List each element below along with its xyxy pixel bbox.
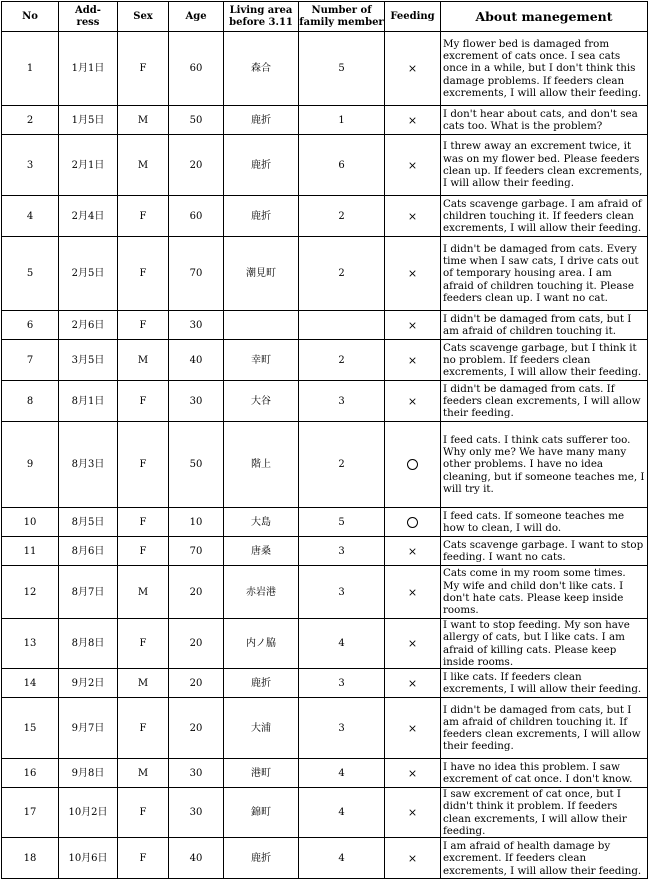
row-sex: M (118, 135, 169, 196)
row-comment: I didn't be damaged from cats. If feeders clean excrements, I will allow their feeding. (441, 381, 648, 422)
row-no: 15 (2, 698, 59, 759)
row-feeding: × (385, 566, 441, 619)
row-living-area: 港町 (224, 759, 299, 788)
row-comment: Cats scavenge garbage. I am afraid of children touching it. If feeders clean excrements, I will allow their feeding. (441, 196, 648, 237)
row-no: 17 (2, 788, 59, 838)
table-row (2, 106, 648, 135)
table-row (2, 237, 648, 311)
row-address: 1月1日 (59, 32, 118, 106)
row-age: 30 (169, 788, 224, 838)
row-no: 11 (2, 537, 59, 566)
row-address: 8月8日 (59, 619, 118, 669)
row-comment: I didn't be damaged from cats. Every time when I saw cats, I drive cats out of temporary housing area. I am afraid of children touching it. Please feeders clean up. I want no cat. (441, 237, 648, 311)
table-row (2, 669, 648, 698)
row-no: 2 (2, 106, 59, 135)
row-feeding: × (385, 698, 441, 759)
row-age: 30 (169, 759, 224, 788)
row-address: 9月2日 (59, 669, 118, 698)
row-no: 9 (2, 422, 59, 508)
row-sex: F (118, 619, 169, 669)
row-comment: I don't hear about cats, and don't sea cats too. What is the problem? (441, 106, 648, 135)
row-no: 14 (2, 669, 59, 698)
header-row (2, 2, 648, 32)
row-no: 12 (2, 566, 59, 619)
row-comment: I didn't be damaged from cats, but I am afraid of children touching it. If feeders clean excrements, I will allow their feeding. (441, 698, 648, 759)
row-age: 10 (169, 508, 224, 537)
row-sex: F (118, 32, 169, 106)
row-living-area: 鹿折 (224, 106, 299, 135)
survey-table (1, 1, 648, 879)
row-no: 13 (2, 619, 59, 669)
row-living-area: 鹿折 (224, 135, 299, 196)
row-sex: F (118, 196, 169, 237)
row-sex: F (118, 537, 169, 566)
row-living-area: 大島 (224, 508, 299, 537)
row-comment: My flower bed is damaged from excrement of cats once. I sea cats once in a while, but I don't think this damage problems. If feeders clean excrements, I will allow their feeding. (441, 32, 648, 106)
row-age: 50 (169, 106, 224, 135)
row-family-members: 3 (299, 566, 385, 619)
row-living-area: 鹿折 (224, 196, 299, 237)
table-row (2, 340, 648, 381)
table-row (2, 698, 648, 759)
row-address: 8月3日 (59, 422, 118, 508)
row-family-members (299, 311, 385, 340)
row-sex: F (118, 838, 169, 879)
row-living-area: 赤岩港 (224, 566, 299, 619)
row-living-area: 唐桑 (224, 537, 299, 566)
table-row (2, 537, 648, 566)
row-comment: I have no idea this problem. I saw excrement of cat once. I don't know. (441, 759, 648, 788)
row-age: 60 (169, 196, 224, 237)
row-sex: F (118, 381, 169, 422)
row-age: 50 (169, 422, 224, 508)
table-row (2, 32, 648, 106)
header-age: Age (169, 2, 224, 32)
row-sex: F (118, 698, 169, 759)
row-address: 9月7日 (59, 698, 118, 759)
row-address: 8月7日 (59, 566, 118, 619)
row-family-members: 4 (299, 788, 385, 838)
row-living-area: 森合 (224, 32, 299, 106)
row-address: 8月5日 (59, 508, 118, 537)
row-feeding: × (385, 340, 441, 381)
row-feeding: × (385, 106, 441, 135)
row-feeding: × (385, 759, 441, 788)
row-comment: I saw excrement of cat once, but I didn't think it problem. If feeders clean excrements, I will allow their feeding. (441, 788, 648, 838)
table-row (2, 566, 648, 619)
row-no: 8 (2, 381, 59, 422)
row-age: 30 (169, 311, 224, 340)
row-living-area: 大浦 (224, 698, 299, 759)
row-living-area: 幸町 (224, 340, 299, 381)
row-feeding: × (385, 196, 441, 237)
row-no: 5 (2, 237, 59, 311)
header-family-members: Number of family member (299, 2, 385, 32)
row-comment: Cats come in my room some times. My wife and child don't like cats. I don't hate cats. Please keep inside rooms. (441, 566, 648, 619)
row-comment: I feed cats. I think cats sufferer too. Why only me? We have many many other problems. I have no idea cleaning, but if someone teaches me, I will try it. (441, 422, 648, 508)
row-address: 2月5日 (59, 237, 118, 311)
header-about-management: About manegement (441, 2, 648, 32)
row-address: 2月4日 (59, 196, 118, 237)
row-age: 20 (169, 619, 224, 669)
row-address: 2月6日 (59, 311, 118, 340)
row-family-members: 2 (299, 422, 385, 508)
row-address: 3月5日 (59, 340, 118, 381)
table-row (2, 311, 648, 340)
row-feeding: × (385, 537, 441, 566)
header-living-area: Living area before 3.11 (224, 2, 299, 32)
row-family-members: 2 (299, 237, 385, 311)
table-row (2, 838, 648, 879)
row-no: 1 (2, 32, 59, 106)
row-feeding: × (385, 135, 441, 196)
table-row (2, 788, 648, 838)
row-sex: F (118, 508, 169, 537)
header-feeding: Feeding (385, 2, 441, 32)
row-feeding: × (385, 788, 441, 838)
row-sex: F (118, 422, 169, 508)
row-comment: Cats scavenge garbage. I want to stop feeding. I want no cats. (441, 537, 648, 566)
row-sex: F (118, 237, 169, 311)
row-family-members: 5 (299, 32, 385, 106)
row-comment: I didn't be damaged from cats, but I am afraid of children touching it. (441, 311, 648, 340)
row-comment: I like cats. If feeders clean excrements, I will allow their feeding. (441, 669, 648, 698)
row-living-area (224, 311, 299, 340)
row-family-members: 1 (299, 106, 385, 135)
row-age: 60 (169, 32, 224, 106)
row-sex: F (118, 788, 169, 838)
table-row (2, 135, 648, 196)
row-feeding: × (385, 237, 441, 311)
table-row (2, 759, 648, 788)
row-address: 8月1日 (59, 381, 118, 422)
row-family-members: 2 (299, 340, 385, 381)
row-comment: I threw away an excrement twice, it was on my flower bed. Please feeders clean up. If feeders clean excrements, I will allow their feeding. (441, 135, 648, 196)
row-family-members: 3 (299, 381, 385, 422)
table-row (2, 422, 648, 508)
row-feeding (385, 508, 441, 537)
feeding-yes-circle-icon (407, 517, 418, 528)
row-address: 10月2日 (59, 788, 118, 838)
row-family-members: 4 (299, 619, 385, 669)
row-age: 70 (169, 537, 224, 566)
row-living-area: 錦町 (224, 788, 299, 838)
row-living-area: 鹿折 (224, 838, 299, 879)
header-sex: Sex (118, 2, 169, 32)
table-row (2, 381, 648, 422)
row-no: 7 (2, 340, 59, 381)
row-family-members: 3 (299, 669, 385, 698)
row-address: 9月8日 (59, 759, 118, 788)
row-feeding (385, 422, 441, 508)
row-feeding: × (385, 619, 441, 669)
row-age: 40 (169, 838, 224, 879)
row-sex: M (118, 566, 169, 619)
row-comment: I feed cats. If someone teaches me how to clean, I will do. (441, 508, 648, 537)
row-feeding: × (385, 32, 441, 106)
row-living-area: 潮見町 (224, 237, 299, 311)
row-age: 40 (169, 340, 224, 381)
row-living-area: 大谷 (224, 381, 299, 422)
row-address: 10月6日 (59, 838, 118, 879)
row-age: 70 (169, 237, 224, 311)
row-address: 2月1日 (59, 135, 118, 196)
table-row (2, 196, 648, 237)
row-comment: I want to stop feeding. My son have allergy of cats, but I like cats. I am afraid of killing cats. Please keep inside rooms. (441, 619, 648, 669)
row-living-area: 内ノ脇 (224, 619, 299, 669)
row-no: 18 (2, 838, 59, 879)
row-address: 1月5日 (59, 106, 118, 135)
row-no: 4 (2, 196, 59, 237)
row-living-area: 階上 (224, 422, 299, 508)
row-sex: M (118, 759, 169, 788)
row-feeding: × (385, 669, 441, 698)
row-no: 10 (2, 508, 59, 537)
row-age: 20 (169, 135, 224, 196)
row-age: 20 (169, 566, 224, 619)
row-family-members: 3 (299, 698, 385, 759)
row-family-members: 3 (299, 537, 385, 566)
row-family-members: 2 (299, 196, 385, 237)
feeding-yes-circle-icon (407, 459, 418, 470)
row-age: 30 (169, 381, 224, 422)
row-living-area: 鹿折 (224, 669, 299, 698)
row-feeding: × (385, 838, 441, 879)
row-feeding: × (385, 311, 441, 340)
row-family-members: 5 (299, 508, 385, 537)
header-address: Add- ress (59, 2, 118, 32)
table-row (2, 508, 648, 537)
row-sex: M (118, 340, 169, 381)
row-comment: I am afraid of health damage by excrement. If feeders clean excrements, I will allow their feeding. (441, 838, 648, 879)
row-age: 20 (169, 698, 224, 759)
row-no: 3 (2, 135, 59, 196)
row-sex: M (118, 669, 169, 698)
row-comment: Cats scavenge garbage, but I think it no problem. If feeders clean excrements, I will allow their feeding. (441, 340, 648, 381)
row-feeding: × (385, 381, 441, 422)
row-no: 6 (2, 311, 59, 340)
header-no: No (2, 2, 59, 32)
row-no: 16 (2, 759, 59, 788)
row-family-members: 6 (299, 135, 385, 196)
row-sex: F (118, 311, 169, 340)
row-address: 8月6日 (59, 537, 118, 566)
row-age: 20 (169, 669, 224, 698)
row-sex: M (118, 106, 169, 135)
table-row (2, 619, 648, 669)
row-family-members: 4 (299, 838, 385, 879)
row-family-members: 4 (299, 759, 385, 788)
